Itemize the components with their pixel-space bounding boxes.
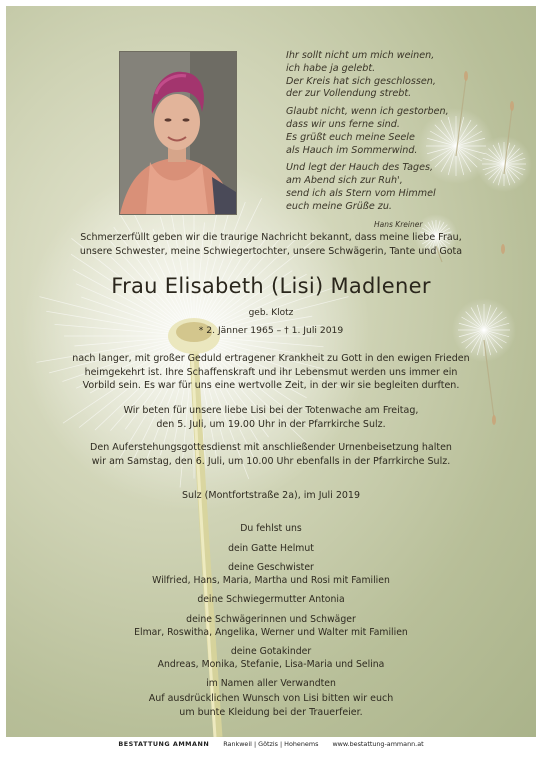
mourner-group (6, 543, 536, 556)
mourner-group (6, 646, 536, 671)
poem-line: am Abend sich zur Ruh', (286, 175, 403, 187)
mourner-group (6, 678, 536, 691)
mourner-group (6, 523, 536, 536)
mourner-line: deine Geschwister (228, 562, 314, 574)
closing-line: Auf ausdrücklichen Wunsch von Lisi bitten wir euch (148, 693, 394, 704)
poem-line: send ich als Stern vom Himmel (286, 187, 436, 199)
place-date: Sulz (Montfortstraße 2a), im Juli 2019 (181, 490, 361, 501)
poem-stanza-1 (286, 50, 506, 101)
mourner-line: dein Gatte Helmut (228, 542, 314, 554)
poem (286, 50, 506, 231)
body-line: nach langer, mit großer Geduld ertragener Krankheit zu Gott in den ewigen Frieden (72, 353, 470, 364)
mourners-list (6, 523, 536, 691)
mourner-line: Wilfried, Hans, Maria, Martha und Rosi mit Familien (152, 574, 390, 586)
poem-line: Glaubt nicht, wenn ich gestorben, (286, 106, 449, 118)
passing-text (6, 352, 536, 393)
body-line: Wir beten für unsere liebe Lisi bei der Totenwache am Freitag, (123, 405, 419, 416)
poem-line: Ihr sollt nicht um mich weinen, (286, 50, 435, 61)
mourner-line: Du fehlst uns (240, 523, 302, 534)
maiden-name: geb. Klotz (248, 308, 294, 318)
body-line: Vorbild sein. Es war für uns eine wertvolle Zeit, in der wir sie begleiten durften. (82, 380, 460, 392)
closing-line: um bunte Kleidung bei der Trauerfeier. (179, 706, 363, 718)
intro-text (6, 231, 536, 258)
mourner-group (6, 594, 536, 607)
vigil-text (6, 404, 536, 431)
body-line: wir am Samstag, den 6. Juli, um 10.00 Uhr ebenfalls in der Pfarrkirche Sulz. (91, 455, 451, 467)
funeral-home-website[interactable]: www.bestattung-ammann.at (332, 740, 424, 748)
poem-line: euch meine Grüße zu. (286, 200, 392, 212)
deceased-name: Frau Elisabeth (Lisi) Madlener (111, 274, 431, 298)
poem-line: Und legt der Hauch des Tages, (286, 162, 434, 174)
poem-line: ich habe ja gelebt. (286, 62, 376, 74)
life-dates: * 2. Jänner 1965 – † 1. Juli 2019 (198, 325, 344, 336)
poem-stanza-3 (286, 162, 506, 213)
poem-line: Es grüßt euch meine Seele (286, 131, 415, 143)
mourner-line: deine Gotakinder (230, 646, 312, 658)
poem-line: Der Kreis hat sich geschlossen, (286, 75, 436, 87)
closing-text (6, 692, 536, 719)
mourner-line: Elmar, Roswitha, Angelika, Werner und Walter mit Familien (134, 626, 408, 638)
obituary-page (6, 6, 536, 737)
portrait-photo (119, 51, 237, 215)
poem-stanza-2 (286, 106, 506, 157)
funeral-service-text (6, 441, 536, 468)
mourner-group (6, 562, 536, 587)
mourner-line: Andreas, Monika, Stefanie, Lisa-Maria und Selina (157, 658, 385, 670)
poem-author: Hans Kreiner (374, 219, 423, 229)
poem-line: dass wir uns ferne sind. (286, 118, 400, 130)
intro-line: unsere Schwester, meine Schwiegertochter, unsere Schwägerin, Tante und Gota (79, 245, 463, 257)
funeral-home-logo-text: BESTATTUNG AMMANN (118, 740, 210, 748)
poem-line: der zur Vollendung strebt. (286, 88, 412, 100)
mourner-line: deine Schwiegermutter Antonia (197, 594, 345, 606)
body-line: Den Auferstehungsgottesdienst mit anschließender Urnenbeisetzung halten (90, 442, 452, 453)
poem-line: als Hauch im Sommerwind. (286, 144, 418, 156)
body-line: heimgekehrt ist. Ihre Schaffenskraft und ihr Lebensmut werden uns immer ein (84, 366, 458, 378)
mourner-line: im Namen aller Verwandten (206, 678, 336, 690)
footer (6, 737, 536, 751)
intro-line: Schmerzerfüllt geben wir die traurige Nachricht bekannt, dass meine liebe Frau, (80, 232, 462, 243)
mourner-group (6, 614, 536, 639)
body-line: den 5. Juli, um 19.00 Uhr in der Pfarrkirche Sulz. (156, 418, 386, 430)
funeral-home-locations: Rankweil | Götzis | Hohenems (223, 740, 319, 748)
mourner-line: deine Schwägerinnen und Schwäger (186, 613, 356, 625)
